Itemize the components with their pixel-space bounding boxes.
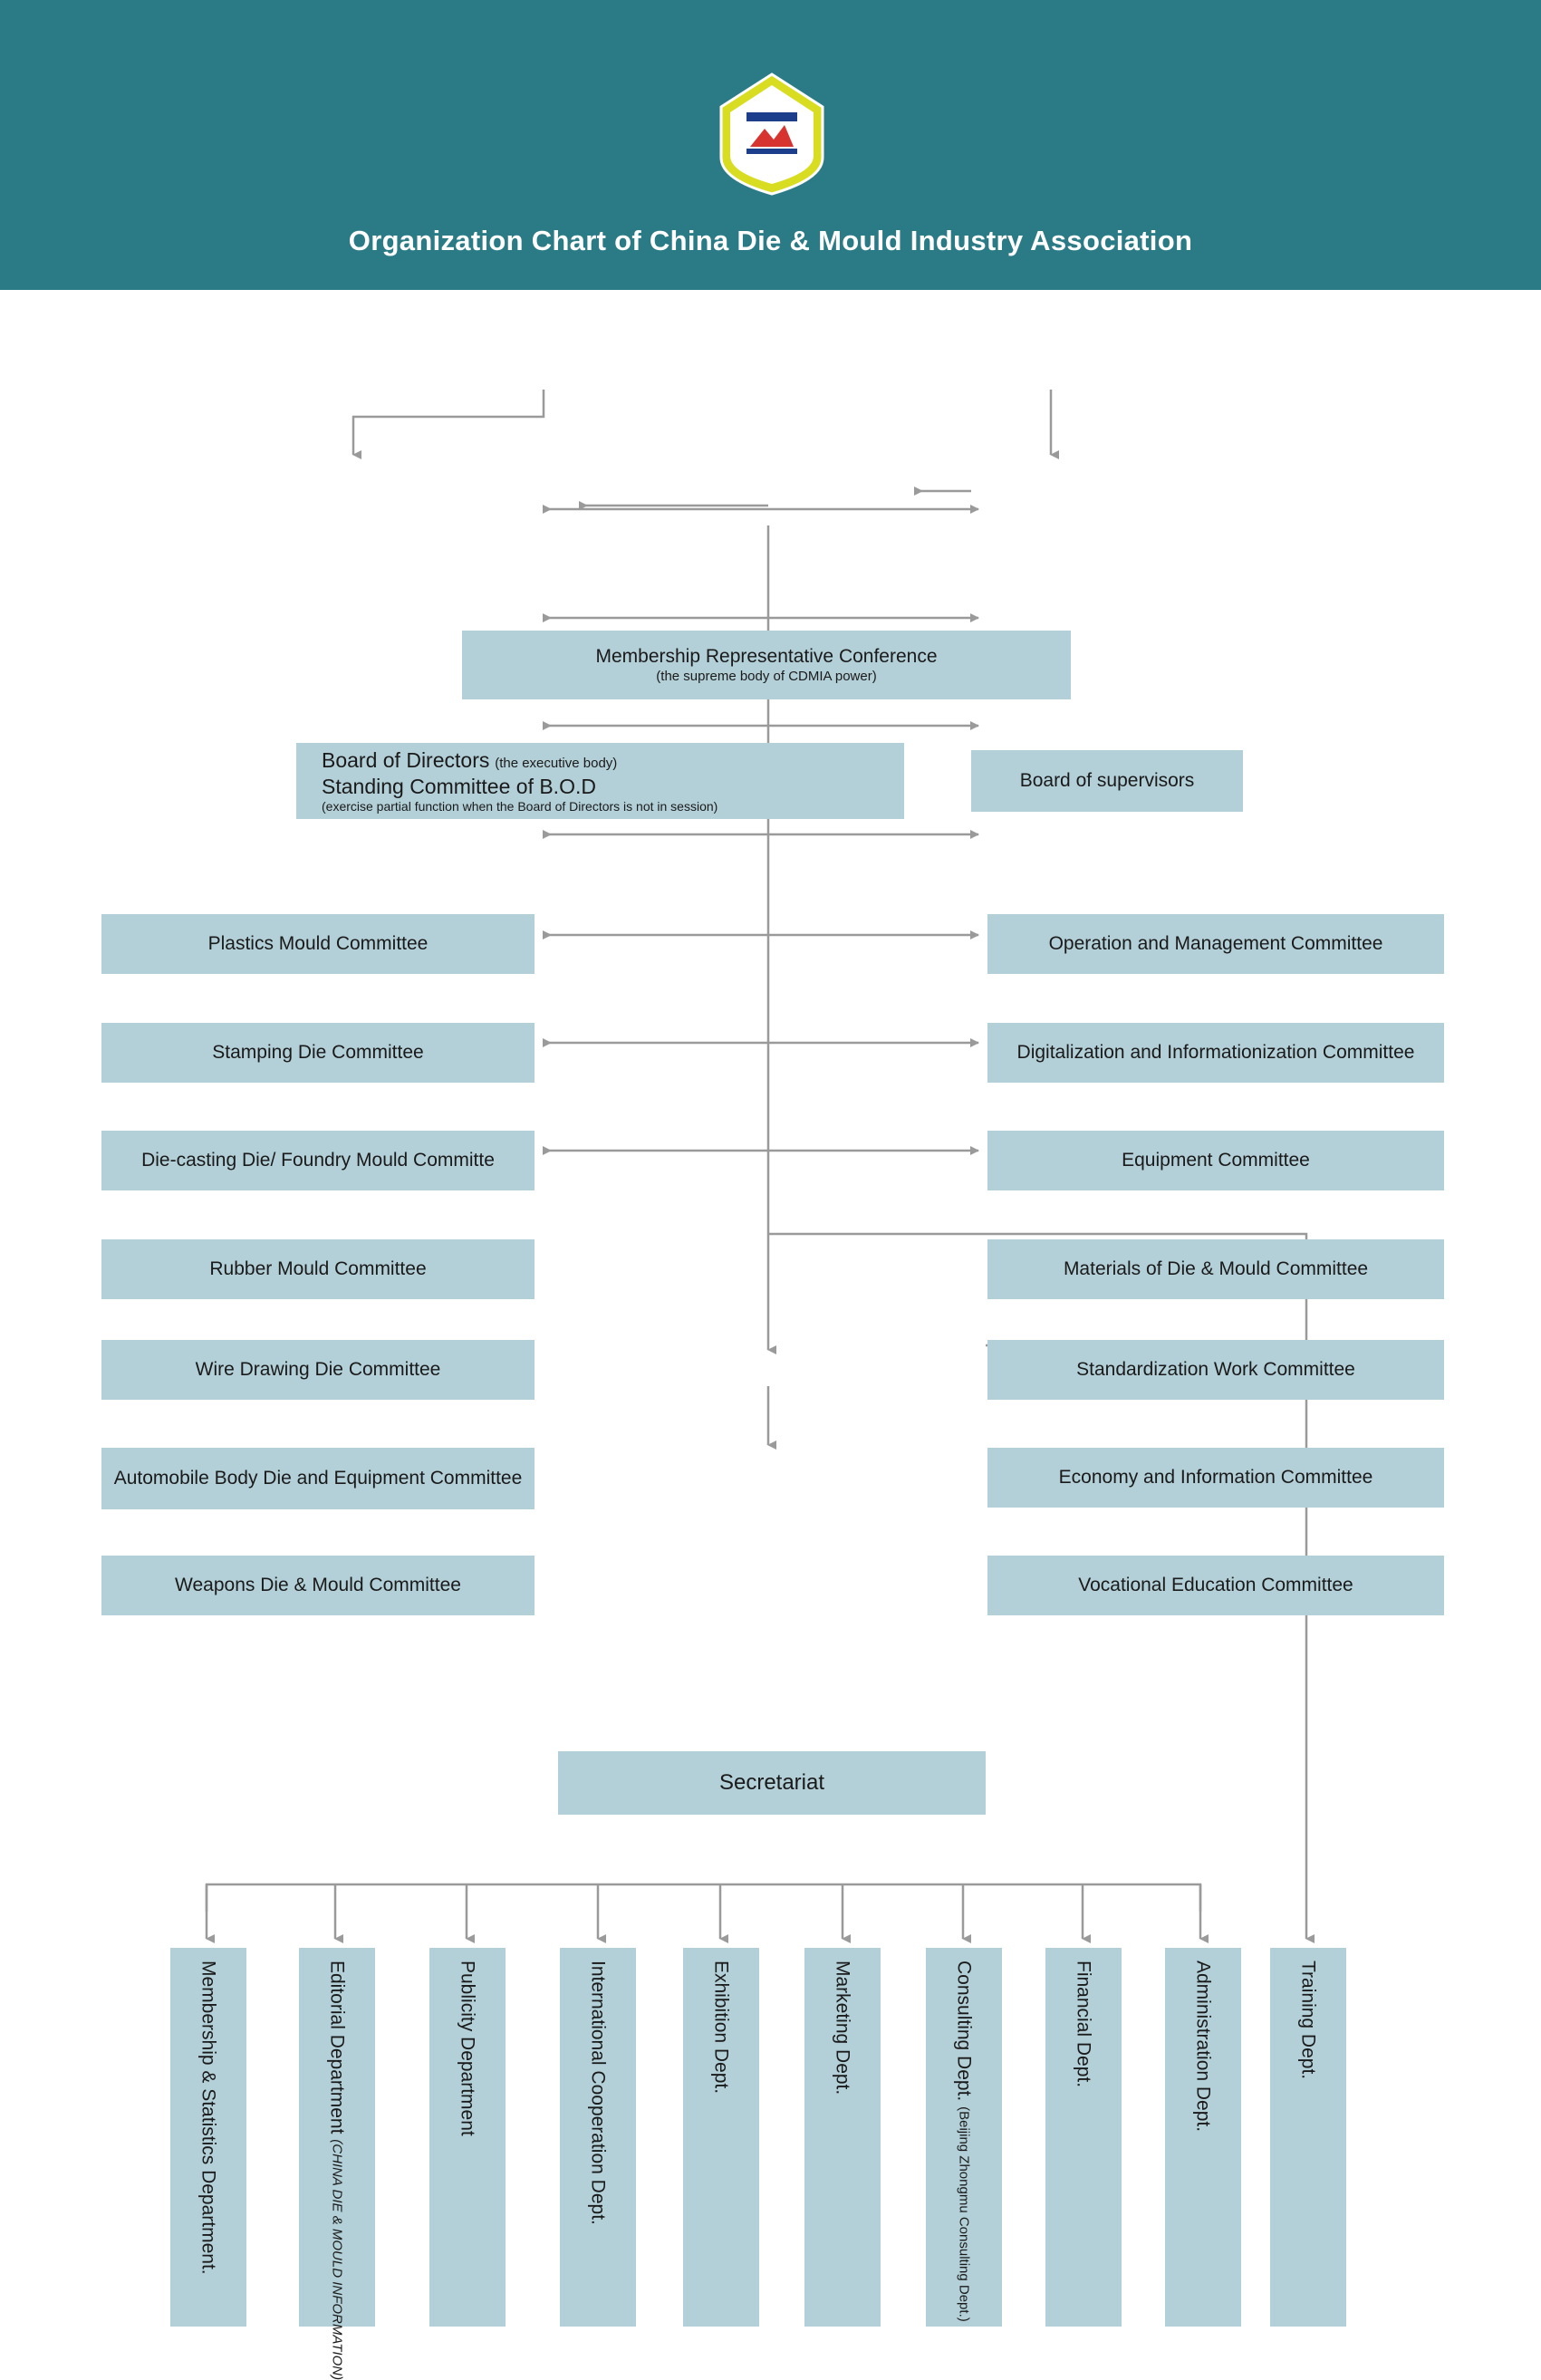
- department-label-wrap: [1296, 1948, 1319, 2079]
- left-committee-label: Rubber Mould Committee: [209, 1258, 427, 1280]
- node-right-committee-4[interactable]: [987, 1239, 1444, 1299]
- node-department-7[interactable]: [926, 1948, 1002, 2327]
- right-committee-label: Equipment Committee: [1122, 1150, 1310, 1171]
- node-left-committee-2[interactable]: [101, 1023, 535, 1083]
- right-committee-label: Economy and Information Committee: [1058, 1467, 1373, 1489]
- node-left-committee-6[interactable]: [101, 1448, 535, 1509]
- department-label: Financial Dept.: [1073, 1961, 1094, 2088]
- right-committee-label: Standardization Work Committee: [1076, 1359, 1355, 1381]
- board-title-sub: (the executive body): [495, 756, 618, 772]
- department-label: Editorial Department: [326, 1961, 348, 2134]
- left-committee-label: Die-casting Die/ Foundry Mould Committe: [141, 1150, 495, 1171]
- board-standing-committee: Standing Committee of B.O.D: [322, 774, 596, 798]
- right-committee-label: Vocational Education Committee: [1078, 1575, 1353, 1596]
- cdmia-logo: [708, 71, 835, 198]
- department-label: International Cooperation Dept.: [587, 1961, 609, 2225]
- department-label: Administration Dept.: [1192, 1961, 1214, 2133]
- connector-lines: [0, 290, 1541, 2162]
- node-department-2[interactable]: [299, 1948, 375, 2380]
- department-label-wrap: [586, 1948, 609, 2225]
- node-department-3[interactable]: [429, 1948, 506, 2327]
- logo-shield-icon: [708, 71, 835, 198]
- node-department-10[interactable]: [1270, 1948, 1346, 2327]
- page-title: Organization Chart of China Die & Mould Industry Association: [348, 225, 1193, 256]
- left-committee-label: Plastics Mould Committee: [207, 933, 429, 955]
- department-label-wrap: [1191, 1948, 1214, 2132]
- department-label-wrap: [1072, 1948, 1094, 2087]
- department-label: Marketing Dept.: [832, 1961, 853, 2096]
- right-committee-label: Digitalization and Informationization Committee: [1016, 1042, 1415, 1064]
- node-left-committee-7[interactable]: [101, 1556, 535, 1615]
- department-label-wrap: [456, 1948, 478, 2136]
- node-secretariat[interactable]: [558, 1751, 986, 1815]
- department-label-wrap: [325, 1948, 348, 2380]
- node-department-5[interactable]: [683, 1948, 759, 2327]
- node-board-of-supervisors[interactable]: [971, 750, 1243, 812]
- node-left-committee-4[interactable]: [101, 1239, 535, 1299]
- department-label-wrap: [709, 1948, 732, 2094]
- right-committee-label: Operation and Management Committee: [1048, 933, 1383, 955]
- secretariat-label: Secretariat: [718, 1770, 825, 1796]
- conference-title: Membership Representative Conference: [595, 646, 938, 668]
- left-committee-label: Automobile Body Die and Equipment Committee: [113, 1468, 523, 1489]
- node-right-committee-2[interactable]: [987, 1023, 1444, 1083]
- department-label: Exhibition Dept.: [710, 1961, 732, 2095]
- board-subtitle: (exercise partial function when the Board of Directors is not in session): [322, 798, 718, 814]
- node-department-8[interactable]: [1045, 1948, 1122, 2327]
- node-department-6[interactable]: [804, 1948, 881, 2327]
- node-right-committee-5[interactable]: [987, 1340, 1444, 1400]
- conference-subtitle: (the supreme body of CDMIA power): [656, 668, 877, 684]
- right-committee-label: Materials of Die & Mould Committee: [1063, 1258, 1369, 1280]
- department-label: Publicity Department: [457, 1961, 478, 2136]
- node-board-of-directors[interactable]: [296, 743, 904, 819]
- department-sublabel: (Beijing Zhongmu Consulting Dept.): [956, 2106, 972, 2322]
- node-department-9[interactable]: [1165, 1948, 1241, 2327]
- node-department-1[interactable]: [170, 1948, 246, 2327]
- page-header: [0, 0, 1541, 290]
- node-left-committee-1[interactable]: [101, 914, 535, 974]
- node-right-committee-7[interactable]: [987, 1556, 1444, 1615]
- department-sublabel: (CHINA DIE & MOULD INFORMATION): [329, 2139, 345, 2380]
- department-label: Training Dept.: [1297, 1961, 1319, 2080]
- left-committee-label: Wire Drawing Die Committee: [195, 1359, 441, 1381]
- node-right-committee-3[interactable]: [987, 1131, 1444, 1190]
- department-label-wrap: [197, 1948, 219, 2275]
- node-left-committee-5[interactable]: [101, 1340, 535, 1400]
- node-right-committee-1[interactable]: [987, 914, 1444, 974]
- left-committee-label: Stamping Die Committee: [212, 1042, 424, 1064]
- department-label: Membership & Statistics Department.: [197, 1961, 219, 2275]
- supervisors-label: Board of supervisors: [1019, 770, 1195, 792]
- board-title: Board of Directors: [322, 748, 490, 773]
- node-right-committee-6[interactable]: [987, 1448, 1444, 1508]
- department-label-wrap: [831, 1948, 853, 2095]
- left-committee-label: Weapons Die & Mould Committee: [175, 1575, 461, 1596]
- node-department-4[interactable]: [560, 1948, 636, 2327]
- department-label: Consulting Dept.: [953, 1961, 975, 2102]
- department-label-wrap: [952, 1948, 975, 2322]
- node-membership-representative-conference[interactable]: [462, 631, 1071, 699]
- org-chart-canvas: [0, 290, 1541, 2380]
- node-left-committee-3[interactable]: [101, 1131, 535, 1190]
- logo-label: CDMIA: [746, 154, 797, 169]
